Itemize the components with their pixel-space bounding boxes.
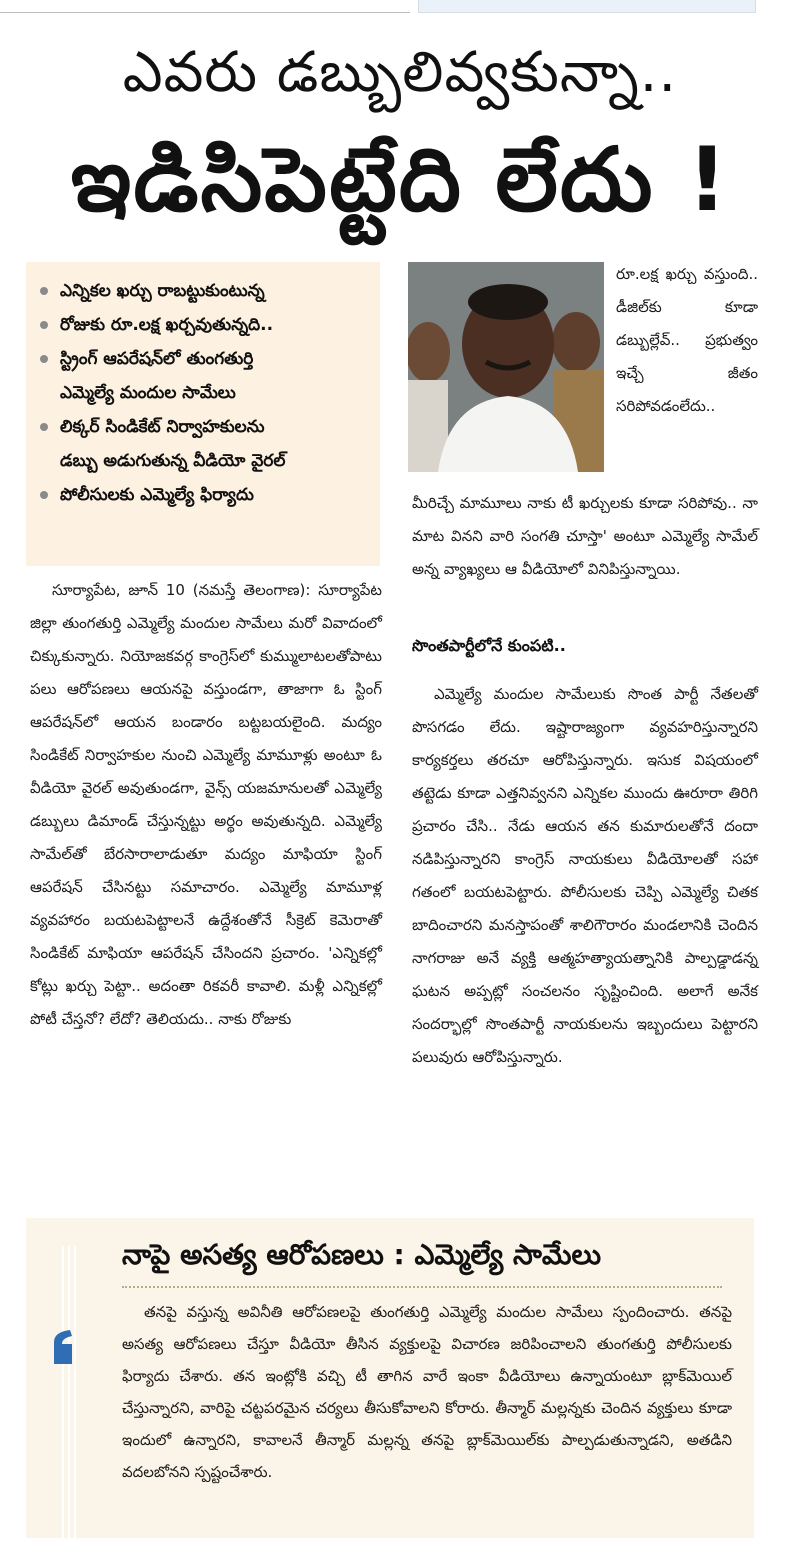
highlight-item: రోజుకు రూ.లక్ష ఖర్చవుతున్నది.. — [40, 308, 370, 342]
highlight-item-continued: ఎమ్మెల్యే మందుల సామేలు — [60, 383, 236, 403]
top-divider — [0, 12, 410, 13]
highlights-box — [26, 262, 380, 566]
bullet-icon — [40, 355, 48, 363]
section-subheading: సొంతపార్టీలోనే కుంపటి.. — [412, 636, 566, 655]
headline-line-2: ఇడిసిపెట్టేది లేదు ! — [70, 128, 730, 231]
title-divider — [122, 1286, 722, 1288]
highlight-item: లిక్కర్ సిండికేట్ నిర్వాహకులను — [40, 410, 370, 444]
statement-body: తనపై వస్తున్న అవినీతి ఆరోపణలపై తుంగతుర్తి ఎమ్మెల్యే మందుల సామేలు స్పందించారు. తనపై అసత్య ఆరోపణలు చేస్తూ వీడియో తీసిన వ్యక్తులపై విచారణ జరిపించాలని తుంగతుర్తి పోలీసులకు ఫిర్యాదు చేశారు. తన ఇంట్లోకి వచ్చి టీ తాగిన వారే ఇంకా వీడియోలు ఉన్నాయంటూ బ్లాక్‌మెయిల్ చేస్తున్నారని, వారిపై చట్టపరమైన చర్యలు తీసుకోవాలని కోరారు. తీన్మార్ మల్లన్నకు చెందిన వ్యక్తులు కూడా ఇందులో ఉన్నారని, కావాలనే తీన్మార్ మల్లన్న తనపై బ్లాక్‌మెయిల్‌కు పాల్పడుతున్నాడని, అతడిని వదలబోనని స్పష్టంచేశారు. — [122, 1303, 732, 1481]
bullet-icon — [40, 321, 48, 329]
photo-side-text: రూ.లక్ష ఖర్చు వస్తుంది.. డీజిల్‌కు కూడా డబ్బుల్లేవ్.. ప్రభుత్వం ఇచ్చే జీతం సరిపోవడంలేదు.. — [616, 265, 758, 415]
highlight-item-continued: డబ్బు అడుగుతున్న వీడియో వైరల్ — [60, 451, 286, 471]
portrait-illustration — [408, 262, 604, 472]
photo-bottom-text: మీరిచ్చే మామూలు నాకు టీ ఖర్చులకు కూడా సరిపోవు.. నా మాట వినని వారి సంగతి చూస్తా' అంటూ ఎమ్మెల్యే సామేల్ అన్న వ్యాఖ్యలు ఆ వీడియోలో వినిపిస్తున్నాయి. — [412, 494, 758, 578]
bullet-icon — [40, 287, 48, 295]
statement-title: నాపై అసత్య ఆరోపణలు : ఎమ్మెల్యే సామేలు — [122, 1238, 602, 1271]
highlight-item: స్ట్రింగ్ ఆపరేషన్‌లో తుంగతుర్తి — [40, 342, 370, 376]
headline-line-1: ఎవరు డబ్బులివ్వకున్నా.. — [122, 40, 678, 105]
decorative-bar — [74, 1246, 76, 1546]
top-tab-strip — [418, 0, 756, 13]
statement-box — [26, 1218, 754, 1538]
decorative-bar — [68, 1246, 70, 1546]
highlight-item: పోలీసులకు ఎమ్మెల్యే ఫిర్యాదు — [40, 478, 370, 512]
right-column-body: ఎమ్మెల్యే మందుల సామేలుకు సొంత పార్టీ నేతలతో పొసగడం లేదు. ఇష్టారాజ్యంగా వ్యవహరిస్తున్నారని కార్యకర్తలు తరచూ ఆరోపిస్తున్నారు. ఇసుక విషయంలో తట్టెడు కూడా ఎత్తనివ్వనని ఎన్నికల ముందు ఊరూరా తిరిగి ప్రచారం చేసి.. నేడు ఆయన తన కుమారులతోనే దందా నడిపిస్తున్నారని కాంగ్రెస్ నాయకులు వీడియోలతో సహా గతంలో బయటపెట్టారు. పోలీసులకు చెప్పి ఎమ్మెల్యే చితక బాదించారని మనస్తాపంతో శాలిగౌరారం మండలానికి చెందిన నాగరాజు అనే వ్యక్తి ఆత్మహత్యాయత్నానికి పాల్పడ్డాడన్న ఘటన అప్పట్లో సంచలనం సృష్టించింది. అలాగే అనేక సందర్భాల్లో సొంతపార్టీ నాయకులను ఇబ్బందులు పెట్టారని పలువురు ఆరోపిస్తున్నారు. — [412, 685, 758, 1066]
quote-icon — [50, 1328, 82, 1368]
decorative-bar — [62, 1246, 64, 1546]
mla-photo — [408, 262, 604, 472]
left-column-body: సూర్యాపేట, జూన్ 10 (నమస్తే తెలంగాణ): సూర్యాపేట జిల్లా తుంగతుర్తి ఎమ్మెల్యే మందుల సామేలు మరో వివాదంలో చిక్కుకున్నారు. నియోజకవర్గ కాంగ్రెస్‌లో కుమ్ములాటలతోపాటు పలు ఆరోపణలు ఆయనపై వస్తుండగా, తాజాగా ఓ స్టింగ్ ఆపరేషన్‌లో ఆయన బండారం బట్టబయలైంది. మద్యం సిండికేట్ నిర్వాహకుల నుంచి ఎమ్మెల్యే మామూళ్లు అంటూ ఓ వీడియో వైరల్ అవుతుండగా, వైన్స్ యజమానులతో ఎమ్మెల్యే డబ్బులు డిమాండ్ చేస్తున్నట్టు అర్థం అవుతున్నది. ఎమ్మెల్యే సామేల్‌తో బేరసారాలాడుతూ మద్యం మాఫియా స్టింగ్ ఆపరేషన్ చేసినట్టు సమాచారం. ఎమ్మెల్యే మామూళ్ల వ్యవహారం బయటపెట్టాలనే ఉద్దేశంతోనే సీక్రెట్ కెమెరాతో సిండికేట్ మాఫియా ఆపరేషన్ చేసిందని ప్రచారం. 'ఎన్నికల్లో కోట్లు ఖర్చు పెట్టా.. అదంతా రికవరీ కావాలి. మళ్లీ ఎన్నికల్లో పోటీ చేస్తనో? లేదో? తెలియదు.. నాకు రోజుకు — [30, 581, 382, 1028]
bullet-icon — [40, 491, 48, 499]
bullet-icon — [40, 423, 48, 431]
highlight-item: ఎన్నికల ఖర్చు రాబట్టుకుంటున్న — [40, 274, 370, 308]
